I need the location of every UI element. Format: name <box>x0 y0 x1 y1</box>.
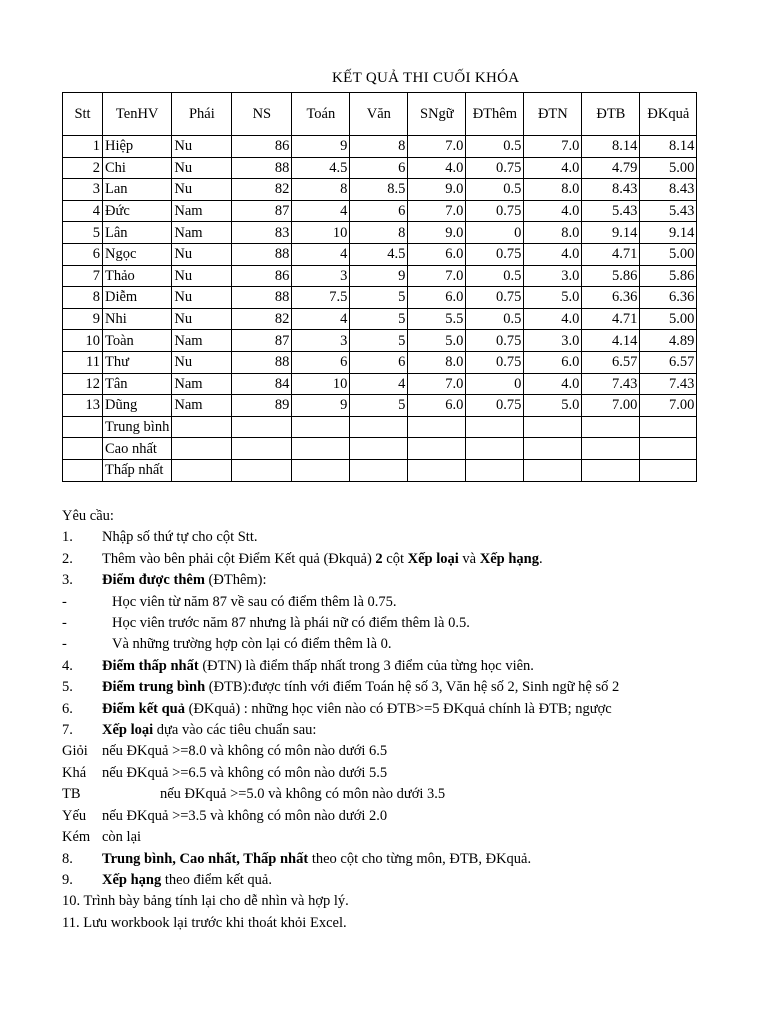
req-8: 8. Trung bình, Cao nhất, Thấp nhất theo cột cho từng môn, ĐTB, ĐKquả. <box>62 850 532 867</box>
table-cell[interactable]: Chi <box>103 157 172 179</box>
table-row <box>63 243 697 265</box>
table-cell[interactable] <box>582 416 640 438</box>
table-cell[interactable]: Toàn <box>103 330 172 352</box>
table-row <box>63 179 697 201</box>
table-cell[interactable] <box>408 459 466 481</box>
table-cell[interactable]: 0.75 <box>466 200 524 222</box>
column-header: ĐTN <box>524 93 582 136</box>
table-cell[interactable]: 4.79 <box>582 157 640 179</box>
summary-row <box>63 438 697 460</box>
table-cell[interactable]: 13 <box>63 395 103 417</box>
table-cell[interactable]: 87 <box>232 330 292 352</box>
table-row <box>63 287 697 309</box>
table-cell[interactable]: Nu <box>172 179 232 201</box>
table-cell[interactable]: 6 <box>350 200 408 222</box>
table-cell[interactable]: 5.86 <box>640 265 697 287</box>
table-cell[interactable] <box>640 459 697 481</box>
table-cell[interactable]: 10 <box>292 222 350 244</box>
table-cell[interactable]: 7.43 <box>582 373 640 395</box>
req-10: 10. Trình bày bảng tính lại cho dễ nhìn và hợp lý. <box>62 893 349 910</box>
req-3a: - Học viên từ năm 87 về sau có điểm thêm là 0.75. <box>62 593 397 610</box>
table-cell[interactable]: 6.57 <box>582 351 640 373</box>
column-header: Văn <box>350 93 408 136</box>
table-cell[interactable]: 1 <box>63 136 103 158</box>
table-row <box>63 308 697 330</box>
table-row <box>63 222 697 244</box>
table-cell[interactable]: 6.0 <box>408 395 466 417</box>
table-cell[interactable] <box>350 416 408 438</box>
results-table <box>62 92 697 482</box>
table-cell[interactable]: 4.5 <box>350 243 408 265</box>
table-row <box>63 330 697 352</box>
column-header: NS <box>232 93 292 136</box>
table-cell[interactable]: 7.0 <box>408 265 466 287</box>
table-cell[interactable]: 5 <box>350 287 408 309</box>
table-cell[interactable]: 7.43 <box>640 373 697 395</box>
table-cell[interactable]: 4.71 <box>582 308 640 330</box>
table-cell[interactable]: 4.0 <box>408 157 466 179</box>
table-cell[interactable] <box>172 459 232 481</box>
table-cell[interactable]: 4 <box>292 200 350 222</box>
table-cell[interactable]: 4.89 <box>640 330 697 352</box>
table-cell[interactable]: 4.0 <box>524 157 582 179</box>
table-cell[interactable]: 8.14 <box>640 136 697 158</box>
table-body <box>63 136 697 482</box>
table-cell[interactable] <box>524 459 582 481</box>
table-cell[interactable]: Lan <box>103 179 172 201</box>
table-cell[interactable]: 7.00 <box>582 395 640 417</box>
table-cell[interactable]: 7.0 <box>524 136 582 158</box>
table-cell[interactable]: 6 <box>350 157 408 179</box>
table-cell[interactable]: 0.75 <box>466 243 524 265</box>
table-cell[interactable]: 88 <box>232 351 292 373</box>
table-cell[interactable] <box>350 438 408 460</box>
table-cell[interactable]: Nu <box>172 308 232 330</box>
table-cell[interactable]: 5.5 <box>408 308 466 330</box>
column-header: Phái <box>172 93 232 136</box>
table-cell[interactable] <box>292 416 350 438</box>
table-cell[interactable]: Thảo <box>103 265 172 287</box>
summary-row <box>63 416 697 438</box>
table-cell[interactable]: 9 <box>292 395 350 417</box>
table-cell[interactable] <box>63 438 103 460</box>
table-cell[interactable]: Thư <box>103 351 172 373</box>
req-7: 7. Xếp loại dựa vào các tiêu chuẩn sau: <box>62 722 317 739</box>
column-header: TenHV <box>103 93 172 136</box>
table-cell[interactable]: 4.0 <box>524 243 582 265</box>
sheet-title: KẾT QUẢ THI CUỐI KHÓA <box>332 70 520 86</box>
table-cell[interactable] <box>466 459 524 481</box>
table-cell[interactable]: 82 <box>232 308 292 330</box>
table-cell[interactable]: 7.0 <box>408 200 466 222</box>
table-cell[interactable]: Nu <box>172 157 232 179</box>
table-cell[interactable]: 3.0 <box>524 265 582 287</box>
table-cell[interactable]: 8.0 <box>524 179 582 201</box>
grade-tb: TB nếu ĐKquả >=5.0 và không có môn nào dưới 3.5 <box>62 786 446 803</box>
table-cell[interactable]: Nu <box>172 243 232 265</box>
table-cell[interactable] <box>232 438 292 460</box>
table-cell[interactable]: Nam <box>172 200 232 222</box>
table-cell[interactable]: Nam <box>172 373 232 395</box>
table-cell[interactable] <box>292 438 350 460</box>
table-row <box>63 373 697 395</box>
table-cell[interactable]: 5.43 <box>582 200 640 222</box>
table-cell[interactable]: 0.75 <box>466 351 524 373</box>
table-cell[interactable]: 5 <box>63 222 103 244</box>
table-cell[interactable]: 5.0 <box>408 330 466 352</box>
grade-gioi: Giỏi nếu ĐKquả >=8.0 và không có môn nào dưới 6.5 <box>62 743 388 760</box>
table-cell[interactable]: 9.14 <box>582 222 640 244</box>
table-cell[interactable]: 10 <box>63 330 103 352</box>
table-cell[interactable]: 4 <box>292 243 350 265</box>
column-header: SNgữ <box>408 93 466 136</box>
table-cell[interactable]: Nam <box>172 222 232 244</box>
table-cell[interactable]: 0.5 <box>466 265 524 287</box>
table-cell[interactable]: 0.5 <box>466 179 524 201</box>
table-cell[interactable] <box>466 438 524 460</box>
table-cell[interactable]: 11 <box>63 351 103 373</box>
table-cell[interactable]: Nu <box>172 136 232 158</box>
table-cell[interactable]: 86 <box>232 136 292 158</box>
table-cell[interactable] <box>408 416 466 438</box>
table-cell[interactable]: 2 <box>63 157 103 179</box>
table-cell[interactable]: 4.0 <box>524 373 582 395</box>
table-cell[interactable]: 87 <box>232 200 292 222</box>
table-cell[interactable] <box>640 416 697 438</box>
table-cell[interactable]: 4.0 <box>524 308 582 330</box>
table-cell[interactable]: 4.5 <box>292 157 350 179</box>
table-cell[interactable]: 6 <box>292 351 350 373</box>
table-row <box>63 351 697 373</box>
summary-label[interactable]: Thấp nhất <box>103 459 172 481</box>
table-cell[interactable]: 8.14 <box>582 136 640 158</box>
table-cell[interactable]: 5 <box>350 395 408 417</box>
table-cell[interactable]: 0.75 <box>466 157 524 179</box>
req-5: 5. Điểm trung bình (ĐTB):được tính với điểm Toán hệ số 3, Văn hệ số 2, Sinh ngữ hệ số 2 <box>62 679 620 696</box>
table-cell[interactable]: Nhi <box>103 308 172 330</box>
req-9: 9. Xếp hạng theo điểm kết quả. <box>62 871 272 888</box>
summary-label[interactable]: Cao nhất <box>103 438 172 460</box>
table-cell[interactable]: 6.36 <box>582 287 640 309</box>
table-cell[interactable]: 89 <box>232 395 292 417</box>
table-cell[interactable]: 9 <box>63 308 103 330</box>
table-cell[interactable]: 6 <box>63 243 103 265</box>
table-cell[interactable] <box>466 416 524 438</box>
grade-kha: Khá nếu ĐKquả >=6.5 và không có môn nào dưới 5.5 <box>62 764 388 781</box>
table-cell[interactable]: 5.86 <box>582 265 640 287</box>
table-cell[interactable]: Nu <box>172 287 232 309</box>
table-cell[interactable]: 7.0 <box>408 136 466 158</box>
table-cell[interactable]: 6.0 <box>408 243 466 265</box>
table-cell[interactable] <box>350 459 408 481</box>
table-cell[interactable]: 6.36 <box>640 287 697 309</box>
table-cell[interactable]: 4 <box>350 373 408 395</box>
table-cell[interactable]: 9 <box>350 265 408 287</box>
table-cell[interactable]: 5.00 <box>640 308 697 330</box>
summary-label[interactable]: Trung bình <box>103 416 172 438</box>
table-cell[interactable]: 8 <box>350 222 408 244</box>
req-2: 2. Thêm vào bên phải cột Điểm Kết quả (Đkquả) 2 cột Xếp loại và Xếp hạng. <box>62 550 543 567</box>
table-cell[interactable]: 8 <box>292 179 350 201</box>
table-cell[interactable]: 3 <box>292 330 350 352</box>
table-cell[interactable] <box>63 416 103 438</box>
table-cell[interactable]: 4.14 <box>582 330 640 352</box>
requirements-heading: Yêu cầu: <box>62 508 114 524</box>
req-3b: - Học viên trước năm 87 nhưng là phái nữ có điểm thêm là 0.5. <box>62 615 470 632</box>
table-cell[interactable]: 0 <box>466 222 524 244</box>
table-cell[interactable]: Ngọc <box>103 243 172 265</box>
table-cell[interactable]: 86 <box>232 265 292 287</box>
table-cell[interactable]: 4.71 <box>582 243 640 265</box>
table-cell[interactable]: 8.5 <box>350 179 408 201</box>
column-header: ĐThêm <box>466 93 524 136</box>
table-cell[interactable] <box>582 459 640 481</box>
table-cell[interactable]: 8.0 <box>524 222 582 244</box>
table-cell[interactable]: 8 <box>350 136 408 158</box>
table-cell[interactable] <box>232 416 292 438</box>
table-cell[interactable]: 9 <box>292 136 350 158</box>
summary-row <box>63 459 697 481</box>
table-cell[interactable]: 8.0 <box>408 351 466 373</box>
table-cell[interactable]: Tân <box>103 373 172 395</box>
table-cell[interactable]: 5.00 <box>640 157 697 179</box>
table-cell[interactable]: 3.0 <box>524 330 582 352</box>
table-cell[interactable] <box>63 459 103 481</box>
table-cell[interactable]: 8 <box>63 287 103 309</box>
table-cell[interactable]: 0.5 <box>466 136 524 158</box>
column-header: Toán <box>292 93 350 136</box>
table-cell[interactable]: 0.75 <box>466 330 524 352</box>
table-cell[interactable] <box>524 438 582 460</box>
table-cell[interactable]: 88 <box>232 243 292 265</box>
table-cell[interactable]: 6 <box>350 351 408 373</box>
table-cell[interactable]: Dũng <box>103 395 172 417</box>
table-cell[interactable]: 6.57 <box>640 351 697 373</box>
table-cell[interactable]: 4 <box>63 200 103 222</box>
table-cell[interactable]: Diễm <box>103 287 172 309</box>
table-cell[interactable]: 5.43 <box>640 200 697 222</box>
table-cell[interactable]: 5.0 <box>524 287 582 309</box>
table-cell[interactable]: 0.75 <box>466 395 524 417</box>
table-cell[interactable] <box>172 416 232 438</box>
table-cell[interactable]: 5.00 <box>640 243 697 265</box>
table-cell[interactable]: 0 <box>466 373 524 395</box>
column-header: Stt <box>63 93 103 136</box>
table-cell[interactable]: 4.0 <box>524 200 582 222</box>
req-4: 4. Điểm thấp nhất (ĐTN) là điểm thấp nhất trong 3 điểm của từng học viên. <box>62 657 534 674</box>
table-cell[interactable]: Nam <box>172 330 232 352</box>
table-cell[interactable] <box>408 438 466 460</box>
table-cell[interactable]: 83 <box>232 222 292 244</box>
table-cell[interactable]: 8.43 <box>640 179 697 201</box>
table-cell[interactable]: 3 <box>63 179 103 201</box>
table-cell[interactable]: 5 <box>350 330 408 352</box>
table-cell[interactable] <box>524 416 582 438</box>
table-cell[interactable] <box>640 438 697 460</box>
table-row <box>63 136 697 158</box>
table-cell[interactable]: Nu <box>172 351 232 373</box>
table-cell[interactable]: 9.0 <box>408 179 466 201</box>
table-cell[interactable] <box>232 459 292 481</box>
table-cell[interactable]: 0.75 <box>466 287 524 309</box>
table-cell[interactable] <box>172 438 232 460</box>
table-row <box>63 157 697 179</box>
table-cell[interactable]: 84 <box>232 373 292 395</box>
table-cell[interactable]: 8.43 <box>582 179 640 201</box>
table-cell[interactable]: 6.0 <box>408 287 466 309</box>
req-11: 11. Lưu workbook lại trước khi thoát khỏi Excel. <box>62 914 347 931</box>
table-cell[interactable]: 7.00 <box>640 395 697 417</box>
grade-yeu: Yếu nếu ĐKquả >=3.5 và không có môn nào dưới 2.0 <box>62 807 388 824</box>
table-cell[interactable]: Đức <box>103 200 172 222</box>
table-cell[interactable]: 5 <box>350 308 408 330</box>
table-cell[interactable]: 88 <box>232 287 292 309</box>
table-cell[interactable]: 3 <box>292 265 350 287</box>
req-3: 3. Điểm được thêm (ĐThêm): <box>62 572 267 589</box>
table-cell[interactable]: 9.14 <box>640 222 697 244</box>
table-cell[interactable]: 7 <box>63 265 103 287</box>
table-cell[interactable]: 7.0 <box>408 373 466 395</box>
table-cell[interactable]: Lân <box>103 222 172 244</box>
table-cell[interactable]: Nu <box>172 265 232 287</box>
column-header: ĐKquả <box>640 93 697 136</box>
table-cell[interactable]: 10 <box>292 373 350 395</box>
req-1: 1. Nhập số thứ tự cho cột Stt. <box>62 529 258 546</box>
table-cell[interactable]: 4 <box>292 308 350 330</box>
grade-kem: Kém còn lại <box>62 829 142 846</box>
req-3c: - Và những trường hợp còn lại có điểm thêm là 0. <box>62 636 392 653</box>
table-cell[interactable]: 88 <box>232 157 292 179</box>
table-cell[interactable]: 7.5 <box>292 287 350 309</box>
table-cell[interactable]: 12 <box>63 373 103 395</box>
table-header-row <box>63 93 697 136</box>
table-cell[interactable] <box>292 459 350 481</box>
table-cell[interactable] <box>582 438 640 460</box>
table-cell[interactable]: Hiệp <box>103 136 172 158</box>
req-6: 6. Điểm kết quả (ĐKquả) : những học viên nào có ĐTB>=5 ĐKquả chính là ĐTB; ngược <box>62 700 612 717</box>
table-row <box>63 265 697 287</box>
table-cell[interactable]: Nam <box>172 395 232 417</box>
table-row <box>63 200 697 222</box>
table-cell[interactable]: 0.5 <box>466 308 524 330</box>
table-cell[interactable]: 82 <box>232 179 292 201</box>
table-cell[interactable]: 6.0 <box>524 351 582 373</box>
requirements <box>62 506 762 934</box>
column-header: ĐTB <box>582 93 640 136</box>
table-row <box>63 395 697 417</box>
table-cell[interactable]: 5.0 <box>524 395 582 417</box>
table-cell[interactable]: 9.0 <box>408 222 466 244</box>
